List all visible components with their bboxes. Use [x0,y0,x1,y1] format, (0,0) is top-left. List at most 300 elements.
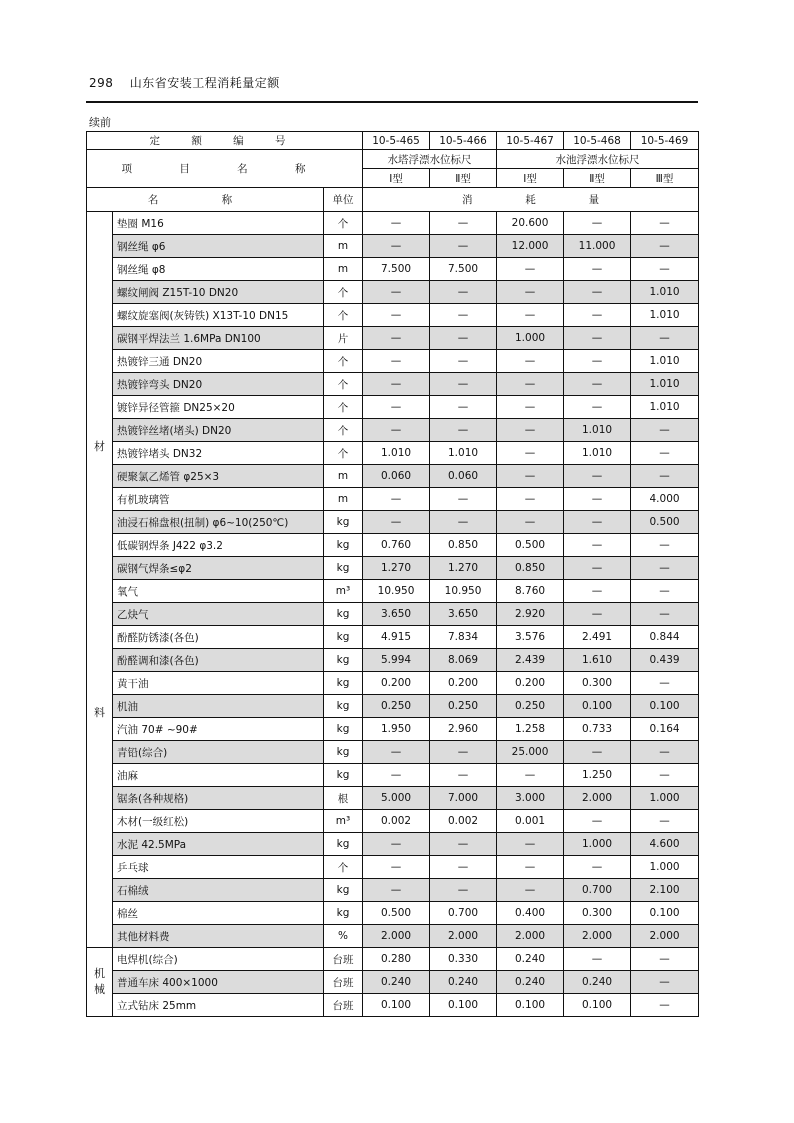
value-cell: 0.280 [363,948,430,971]
value-cell: 0.250 [497,695,564,718]
unit-cell: m [324,235,363,258]
table-row [87,810,699,833]
value-cell: — [631,580,699,603]
value-cell: 1.258 [497,718,564,741]
value-cell: — [564,741,631,764]
value-cell: — [363,304,430,327]
material-name: 酚醛调和漆(各色) [113,649,324,672]
value-cell: — [631,557,699,580]
value-cell: — [497,465,564,488]
value-cell: — [363,879,430,902]
material-name: 碳钢气焊条≤φ2 [113,557,324,580]
material-name: 青铅(综合) [113,741,324,764]
page-header [89,74,280,91]
value-cell: 2.920 [497,603,564,626]
value-cell: 0.300 [564,902,631,925]
value-cell: 1.010 [430,442,497,465]
type-cell: Ⅱ型 [430,169,497,188]
unit-cell: 个 [324,281,363,304]
value-cell: 1.010 [631,304,699,327]
value-cell: 0.164 [631,718,699,741]
value-cell: 2.000 [564,925,631,948]
unit-cell: m [324,488,363,511]
value-cell: — [363,350,430,373]
table-row [87,856,699,879]
material-name: 硬聚氯乙烯管 φ25×3 [113,465,324,488]
value-cell: — [363,833,430,856]
material-name: 热镀锌堵头 DN32 [113,442,324,465]
value-cell: 0.500 [631,511,699,534]
material-name: 钢丝绳 φ8 [113,258,324,281]
value-cell: — [564,810,631,833]
value-cell: — [430,212,497,235]
value-cell: — [430,488,497,511]
value-cell: 1.250 [564,764,631,787]
value-cell: 11.000 [564,235,631,258]
table-row [87,442,699,465]
unit-cell: kg [324,741,363,764]
value-cell: 1.010 [564,442,631,465]
value-cell: 5.000 [363,787,430,810]
value-cell: — [497,764,564,787]
category-cell [87,948,113,1017]
material-name: 垫圈 M16 [113,212,324,235]
header-rule [86,101,698,103]
value-cell: 1.010 [363,442,430,465]
material-name: 螺纹闸阀 Z15T-10 DN20 [113,281,324,304]
value-cell: — [430,281,497,304]
material-name: 锯条(各种规格) [113,787,324,810]
table-row [87,672,699,695]
value-cell: 0.850 [497,557,564,580]
table-row [87,419,699,442]
table-row [87,971,699,994]
table-row [87,764,699,787]
value-cell: — [564,580,631,603]
value-cell: — [497,304,564,327]
unit-cell: % [324,925,363,948]
value-cell: — [363,373,430,396]
value-cell: 0.060 [363,465,430,488]
value-cell: — [497,442,564,465]
unit-cell: kg [324,557,363,580]
value-cell: — [430,350,497,373]
value-cell: — [497,833,564,856]
material-name: 油麻 [113,764,324,787]
material-name: 立式钻床 25mm [113,994,324,1017]
value-cell: 0.300 [564,672,631,695]
unit-cell: m [324,258,363,281]
value-cell: — [430,764,497,787]
table-row [87,258,699,281]
value-cell: 0.100 [497,994,564,1017]
unit-cell: 个 [324,350,363,373]
value-cell: 0.250 [363,695,430,718]
value-cell: — [631,764,699,787]
value-cell: 3.576 [497,626,564,649]
value-cell: — [430,373,497,396]
unit-cell: 片 [324,327,363,350]
col-name-header: 名 称 [87,188,324,212]
value-cell: — [497,350,564,373]
value-cell: — [631,994,699,1017]
value-cell: 0.700 [430,902,497,925]
value-cell: 0.500 [497,534,564,557]
material-name: 低碳钢焊条 J422 φ3.2 [113,534,324,557]
value-cell: — [564,465,631,488]
value-cell: — [497,373,564,396]
value-cell: — [631,948,699,971]
table-row [87,948,699,971]
table-row [87,304,699,327]
value-cell: — [564,373,631,396]
value-cell: 10.950 [430,580,497,603]
value-cell: — [631,419,699,442]
code-cell: 10-5-465 [363,132,430,150]
value-cell: — [430,833,497,856]
value-cell: 1.000 [564,833,631,856]
value-cell: 10.950 [363,580,430,603]
material-name: 电焊机(综合) [113,948,324,971]
value-cell: 1.270 [430,557,497,580]
value-cell: — [430,879,497,902]
value-cell: — [564,258,631,281]
value-cell: — [564,534,631,557]
value-cell: 7.500 [430,258,497,281]
material-name: 其他材料费 [113,925,324,948]
value-cell: 1.010 [631,396,699,419]
unit-cell: 个 [324,396,363,419]
value-cell: — [631,327,699,350]
value-cell: 3.650 [430,603,497,626]
value-cell: 8.069 [430,649,497,672]
value-cell: — [430,511,497,534]
table-row [87,902,699,925]
unit-cell: 个 [324,856,363,879]
value-cell: 0.002 [363,810,430,833]
value-cell: — [564,304,631,327]
value-cell: — [631,810,699,833]
value-cell: 3.000 [497,787,564,810]
material-name: 热镀锌丝堵(堵头) DN20 [113,419,324,442]
material-name: 碳钢平焊法兰 1.6MPa DN100 [113,327,324,350]
value-cell: 0.100 [564,695,631,718]
value-cell: 0.001 [497,810,564,833]
material-name: 钢丝绳 φ6 [113,235,324,258]
value-cell: — [363,511,430,534]
table-row [87,649,699,672]
value-cell: 0.100 [430,994,497,1017]
value-cell: 0.330 [430,948,497,971]
value-cell: — [497,419,564,442]
table-row [87,580,699,603]
table-row [87,235,699,258]
table-row [87,534,699,557]
col-unit-header: 单位 [324,188,363,212]
continued-label: 续前 [89,116,111,129]
value-cell: — [363,488,430,511]
value-cell: — [363,856,430,879]
material-name: 有机玻璃管 [113,488,324,511]
value-cell: — [430,856,497,879]
unit-cell: m³ [324,810,363,833]
type-cell: Ⅰ型 [363,169,430,188]
value-cell: — [497,879,564,902]
value-cell: 0.100 [363,994,430,1017]
value-cell: — [363,235,430,258]
value-cell: 0.700 [564,879,631,902]
value-cell: — [564,488,631,511]
value-cell: 8.760 [497,580,564,603]
value-cell: — [497,258,564,281]
unit-cell: 个 [324,212,363,235]
value-cell: — [631,672,699,695]
category-cell [87,212,113,948]
value-cell: — [363,764,430,787]
unit-cell: 台班 [324,971,363,994]
value-cell: 1.010 [564,419,631,442]
table-row [87,879,699,902]
category-char: 料 [94,705,105,719]
value-cell: — [430,741,497,764]
value-cell: 0.250 [430,695,497,718]
value-cell: 0.100 [631,695,699,718]
unit-cell: kg [324,902,363,925]
value-cell: — [564,948,631,971]
value-cell: — [430,327,497,350]
value-cell: 2.000 [363,925,430,948]
value-cell: 20.600 [497,212,564,235]
material-name: 热镀锌三通 DN20 [113,350,324,373]
type-cell: Ⅱ型 [564,169,631,188]
table-row [87,281,699,304]
value-cell: — [631,534,699,557]
material-name: 油浸石棉盘根(扭制) φ6~10(250℃) [113,511,324,534]
table-row [87,557,699,580]
value-cell: — [564,557,631,580]
material-name: 机油 [113,695,324,718]
material-name: 木材(一级红松) [113,810,324,833]
type-cell: Ⅲ型 [631,169,699,188]
value-cell: 3.650 [363,603,430,626]
value-cell: 1.010 [631,350,699,373]
value-cell: 2.439 [497,649,564,672]
value-cell: 4.600 [631,833,699,856]
value-cell: — [363,281,430,304]
material-name: 热镀锌弯头 DN20 [113,373,324,396]
value-cell: — [430,419,497,442]
table-row [87,787,699,810]
table-row [87,465,699,488]
unit-cell: kg [324,626,363,649]
value-cell: — [497,281,564,304]
unit-cell: kg [324,879,363,902]
value-cell: 2.491 [564,626,631,649]
code-cell: 10-5-466 [430,132,497,150]
value-cell: 1.610 [564,649,631,672]
table-row [87,994,699,1017]
unit-cell: 个 [324,442,363,465]
value-cell: — [497,488,564,511]
value-cell: 4.915 [363,626,430,649]
value-cell: — [631,442,699,465]
table-row [87,833,699,856]
value-cell: 5.994 [363,649,430,672]
table-row [87,327,699,350]
value-cell: — [631,465,699,488]
value-cell: — [631,258,699,281]
category-char: 机 [94,967,105,980]
value-cell: 7.500 [363,258,430,281]
unit-cell: kg [324,764,363,787]
table-row [87,925,699,948]
value-cell: 1.950 [363,718,430,741]
value-cell: — [564,350,631,373]
group-header-pool: 水池浮漂水位标尺 [497,150,699,169]
category-char: 材 [94,439,105,453]
group-header-tower: 水塔浮漂水位标尺 [363,150,497,169]
unit-cell: kg [324,511,363,534]
type-cell: Ⅰ型 [497,169,564,188]
item-name-label: 项 目 名 称 [87,150,363,188]
value-cell: 0.400 [497,902,564,925]
material-name: 石棉绒 [113,879,324,902]
value-cell: — [363,741,430,764]
code-cell: 10-5-468 [564,132,631,150]
material-name: 乒乓球 [113,856,324,879]
value-cell: — [564,603,631,626]
quota-label: 定 额 编 号 [87,132,363,150]
material-name: 酚醛防锈漆(各色) [113,626,324,649]
value-cell: — [363,396,430,419]
value-cell: 2.100 [631,879,699,902]
unit-cell: 个 [324,419,363,442]
value-cell: 2.960 [430,718,497,741]
value-cell: 0.240 [430,971,497,994]
value-cell: — [363,327,430,350]
code-cell: 10-5-469 [631,132,699,150]
value-cell: 1.000 [631,787,699,810]
value-cell: — [631,971,699,994]
value-cell: — [631,212,699,235]
book-title: 山东省安装工程消耗量定额 [129,76,280,90]
material-name: 水泥 42.5MPa [113,833,324,856]
unit-cell: kg [324,695,363,718]
value-cell: 2.000 [631,925,699,948]
page-number: 298 [89,76,114,90]
value-cell: — [631,741,699,764]
value-cell: — [564,212,631,235]
unit-cell: kg [324,534,363,557]
value-cell: 2.000 [497,925,564,948]
value-cell: 1.000 [497,327,564,350]
table-row [87,511,699,534]
value-cell: 1.000 [631,856,699,879]
value-cell: — [564,856,631,879]
value-cell: — [497,396,564,419]
value-cell: 1.010 [631,373,699,396]
col-consumption-header: 消 耗 量 [363,188,699,212]
value-cell: 0.200 [497,672,564,695]
material-name: 黄干油 [113,672,324,695]
consumption-table [86,131,699,1017]
unit-cell: kg [324,833,363,856]
table-row [87,718,699,741]
material-name: 乙炔气 [113,603,324,626]
table-row [87,373,699,396]
material-name: 螺纹旋塞阀(灰铸铁) X13T-10 DN15 [113,304,324,327]
table-row [87,350,699,373]
material-name: 汽油 70# ~90# [113,718,324,741]
material-name: 镀锌异径管箍 DN25×20 [113,396,324,419]
value-cell: — [564,281,631,304]
value-cell: 12.000 [497,235,564,258]
value-cell: 7.834 [430,626,497,649]
unit-cell: 个 [324,304,363,327]
value-cell: 0.100 [631,902,699,925]
table-row [87,603,699,626]
value-cell: — [430,235,497,258]
value-cell: 0.200 [430,672,497,695]
unit-cell: 台班 [324,994,363,1017]
value-cell: 0.240 [564,971,631,994]
material-name: 棉丝 [113,902,324,925]
unit-cell: 个 [324,373,363,396]
value-cell: 0.240 [497,948,564,971]
value-cell: 1.010 [631,281,699,304]
value-cell: — [497,856,564,879]
value-cell: 0.850 [430,534,497,557]
code-cell: 10-5-467 [497,132,564,150]
value-cell: 7.000 [430,787,497,810]
value-cell: — [564,396,631,419]
value-cell: 25.000 [497,741,564,764]
value-cell: 2.000 [564,787,631,810]
value-cell: — [430,396,497,419]
unit-cell: m [324,465,363,488]
value-cell: — [363,419,430,442]
value-cell: 4.000 [631,488,699,511]
value-cell: 0.100 [564,994,631,1017]
value-cell: — [564,327,631,350]
value-cell: — [631,235,699,258]
table-row [87,212,699,235]
value-cell: 0.060 [430,465,497,488]
material-name: 普通车床 400×1000 [113,971,324,994]
value-cell: — [497,511,564,534]
unit-cell: kg [324,649,363,672]
unit-cell: m³ [324,580,363,603]
table-row [87,741,699,764]
value-cell: — [430,304,497,327]
value-cell: 0.760 [363,534,430,557]
value-cell: 1.270 [363,557,430,580]
value-cell: 0.733 [564,718,631,741]
value-cell: 0.240 [363,971,430,994]
category-char: 械 [94,983,105,996]
value-cell: 0.844 [631,626,699,649]
unit-cell: kg [324,718,363,741]
value-cell: 0.500 [363,902,430,925]
value-cell: 0.002 [430,810,497,833]
table-row [87,488,699,511]
value-cell: — [363,212,430,235]
unit-cell: 根 [324,787,363,810]
material-name: 氧气 [113,580,324,603]
table-row [87,626,699,649]
unit-cell: kg [324,603,363,626]
unit-cell: kg [324,672,363,695]
